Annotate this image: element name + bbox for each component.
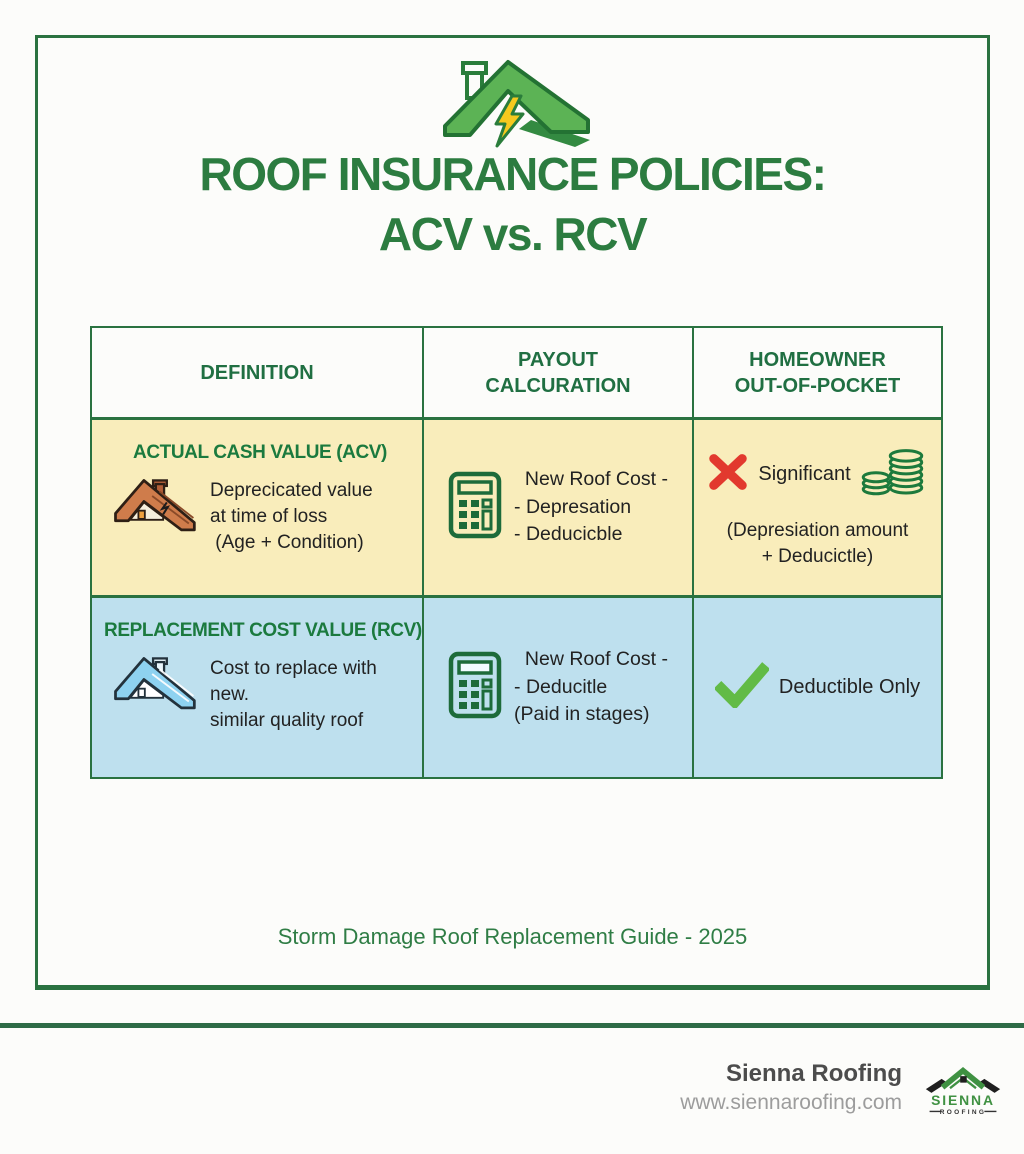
coins-icon [861, 445, 927, 504]
acv-payout-cell [424, 420, 694, 598]
rcv-out-of-pocket-label: Deductible Only [778, 676, 921, 698]
comparison-table [90, 326, 943, 779]
acv-definition-body [104, 476, 416, 557]
logo-text: SIENNA [931, 1091, 995, 1108]
new-roof-icon [110, 654, 198, 721]
content-frame [35, 35, 990, 990]
acv-definition-text: Deprecicated value at time of loss (Age + Condition) [210, 480, 373, 554]
check-icon [715, 662, 769, 713]
rcv-definition-text: Cost to replace with new. similar quality roof [210, 658, 377, 732]
column-header-definition: DEFINITION [92, 328, 424, 420]
column-header-homeowner-out-of-pocket: HOMEOWNER OUT-OF-POCKET [694, 328, 941, 420]
page-title-line2: ACV vs. RCV [378, 208, 647, 260]
footer-text [680, 1060, 902, 1115]
page-title [38, 144, 987, 264]
rcv-out-of-pocket-cell [694, 598, 941, 777]
sienna-roofing-logo [924, 1062, 1002, 1125]
rcv-out-of-pocket-top [715, 662, 920, 713]
footnote: Storm Damage Roof Replacement Guide - 2025 [277, 924, 748, 949]
acv-out-of-pocket-note: (Depresiation amount + Deducictle) [726, 519, 909, 567]
rcv-row-title: REPLACEMENT COST VALUE (RCV) [104, 620, 422, 641]
page-title-line1: ROOF INSURANCE POLICIES: [199, 148, 826, 200]
column-header-payout-calculation: PAYOUT CALCURATION [424, 328, 694, 420]
acv-definition-cell [92, 420, 424, 598]
x-icon [708, 453, 748, 496]
acv-out-of-pocket-label: Significant [758, 462, 851, 485]
rcv-payout-text: New Roof Cost - - Deducitle (Paid in stages) [514, 647, 668, 726]
company-name: Sienna Roofing [726, 1060, 902, 1087]
footer-divider [0, 1023, 1024, 1028]
website-url: www.siennaroofing.com [680, 1091, 902, 1114]
rcv-payout-cell [424, 598, 694, 777]
acv-row-title: ACTUAL CASH VALUE (ACV) [133, 442, 387, 463]
calculator-icon [448, 651, 502, 724]
acv-out-of-pocket-top [708, 445, 926, 504]
logo-subtext: ROOFING [939, 1109, 987, 1117]
old-roof-icon [110, 476, 198, 543]
rcv-definition-body [104, 654, 416, 735]
calculator-icon [448, 471, 502, 544]
acv-out-of-pocket-cell [694, 420, 941, 598]
rcv-definition-cell [92, 598, 424, 777]
roof-lightning-icon [433, 56, 593, 153]
acv-payout-text: New Roof Cost - - Depresation - Deducicble [514, 467, 668, 546]
